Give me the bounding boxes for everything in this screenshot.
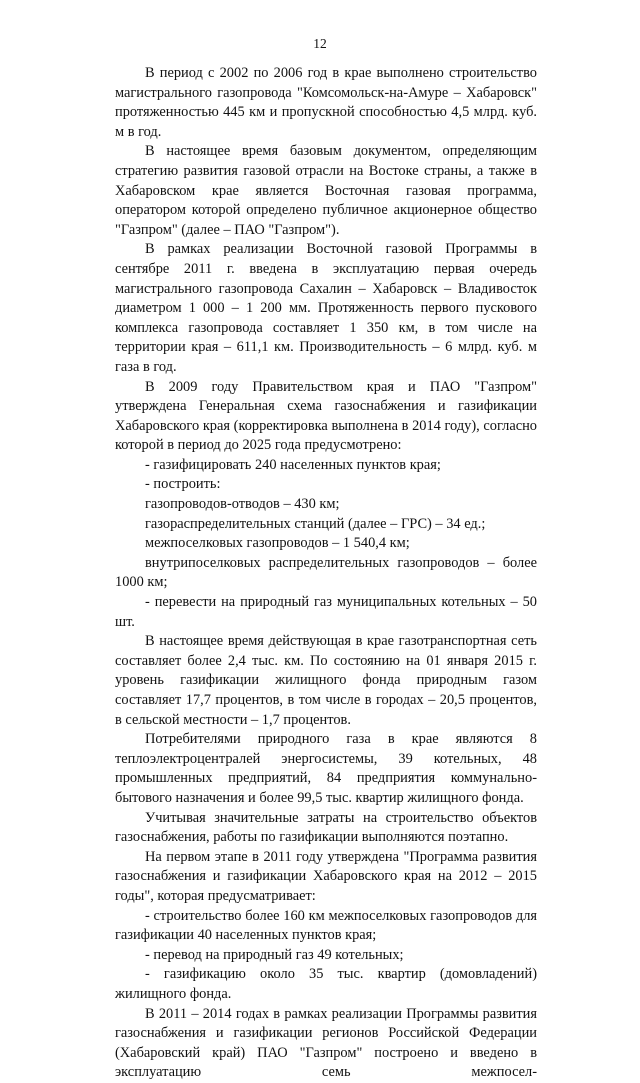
page-number: 12 (313, 36, 327, 51)
list-item-branch-pipelines: газопроводов-отводов – 430 км; (145, 496, 340, 513)
paragraph-2011-2014-results: В 2011 – 2014 годах в рамках реализации Программы развития газоснабжения и газификации регионов Российской Федерации (Хабаровский край) ПАО "Газпром" построено и введено в эксплуатацию семь межпосел- (115, 1005, 537, 1081)
list-item-build: - построить: (145, 476, 221, 493)
paragraph-eastern-gas-program: В настоящее время базовым документом, определяющим стратегию развития газовой отрасли на Востоке страны, а также в Хабаровском крае является Восточная газовая программа, оператором которой определено публичное акционерное общество "Газпром" (далее – ПАО "Газпром"). (115, 143, 537, 238)
paragraph-sakhalin-pipeline: В рамках реализации Восточной газовой Программы в сентябре 2011 г. введена в эксплуатацию первая очередь магистрального газопровода Сахалин – Хабаровск – Владивосток диаметром 1 000 – 1 200 мм. Протяженность первого пускового комплекса газопровода составляет 1 350 км, в том числе на территории края – 611,1 км. Производительность – 6 млрд. куб. м газа в год. (115, 241, 537, 375)
paragraph-gas-network-status: В настоящее время действующая в крае газотранспортная сеть составляет более 2,4 тыс. км. По состоянию на 01 января 2015 г. уровень газификации жилищного фонда природным газом составляет 17,7 процентов, в том числе в городах – 20,5 процентов, в сельской местности – 1,7 процентов. (115, 633, 537, 728)
paragraph-gas-consumers: Потребителями природного газа в крае являются 8 теплоэлектроцентралей энергосистемы, 39 котельных, 48 промышленных предприятий, 84 предприятия коммунально-бытового назначения и более 99,5 тыс. квартир жилищного фонда. (115, 731, 537, 806)
list-item-build-160km: - строительство более 160 км межпоселковых газопроводов для газификации 40 населенных пунктов края; (115, 907, 537, 944)
paragraph-general-scheme: В 2009 году Правительством края и ПАО "Газпром" утверждена Генеральная схема газоснабжения и газификации Хабаровского края (корректировка выполнена в 2014 году), согласно которой в период до 2025 года предусмотрено: (115, 378, 537, 454)
list-item-convert-49-boilers: - перевод на природный газ 49 котельных; (145, 946, 404, 963)
list-item-distribution-pipelines: внутрипоселковых распределительных газопроводов – более 1000 км; (115, 554, 537, 591)
list-item-grs-stations: газораспределительных станций (далее – ГРС) – 34 ед.; (145, 515, 486, 532)
list-item-gasify-settlements: - газифицировать 240 населенных пунктов края; (145, 456, 441, 473)
list-item-convert-boilers: - перевести на природный газ муниципальных котельных – 50 шт. (115, 594, 537, 630)
paragraph-staged-work: Учитывая значительные затраты на строительство объектов газоснабжения, работы по газификации выполняются поэтапно. (115, 809, 537, 846)
paragraph-first-stage-program: На первом этапе в 2011 году утверждена "Программа развития газоснабжения и газификации Хабаровского края на 2012 – 2015 годы", которая предусматривает: (115, 848, 537, 904)
paragraph-pipeline-2002-2006: В период с 2002 по 2006 год в крае выполнено строительство магистрального газопровода "Комсомольск-на-Амуре – Хабаровск" протяженностью 445 км и пропускной способностью 4,5 млрд. куб. м в год. (115, 65, 537, 140)
list-item-gasify-apartments: - газификацию около 35 тыс. квартир (домовладений) жилищного фонда. (115, 966, 537, 1002)
document-body (115, 64, 537, 1083)
list-item-intersettlement-pipelines: межпоселковых газопроводов – 1 540,4 км; (145, 535, 410, 552)
